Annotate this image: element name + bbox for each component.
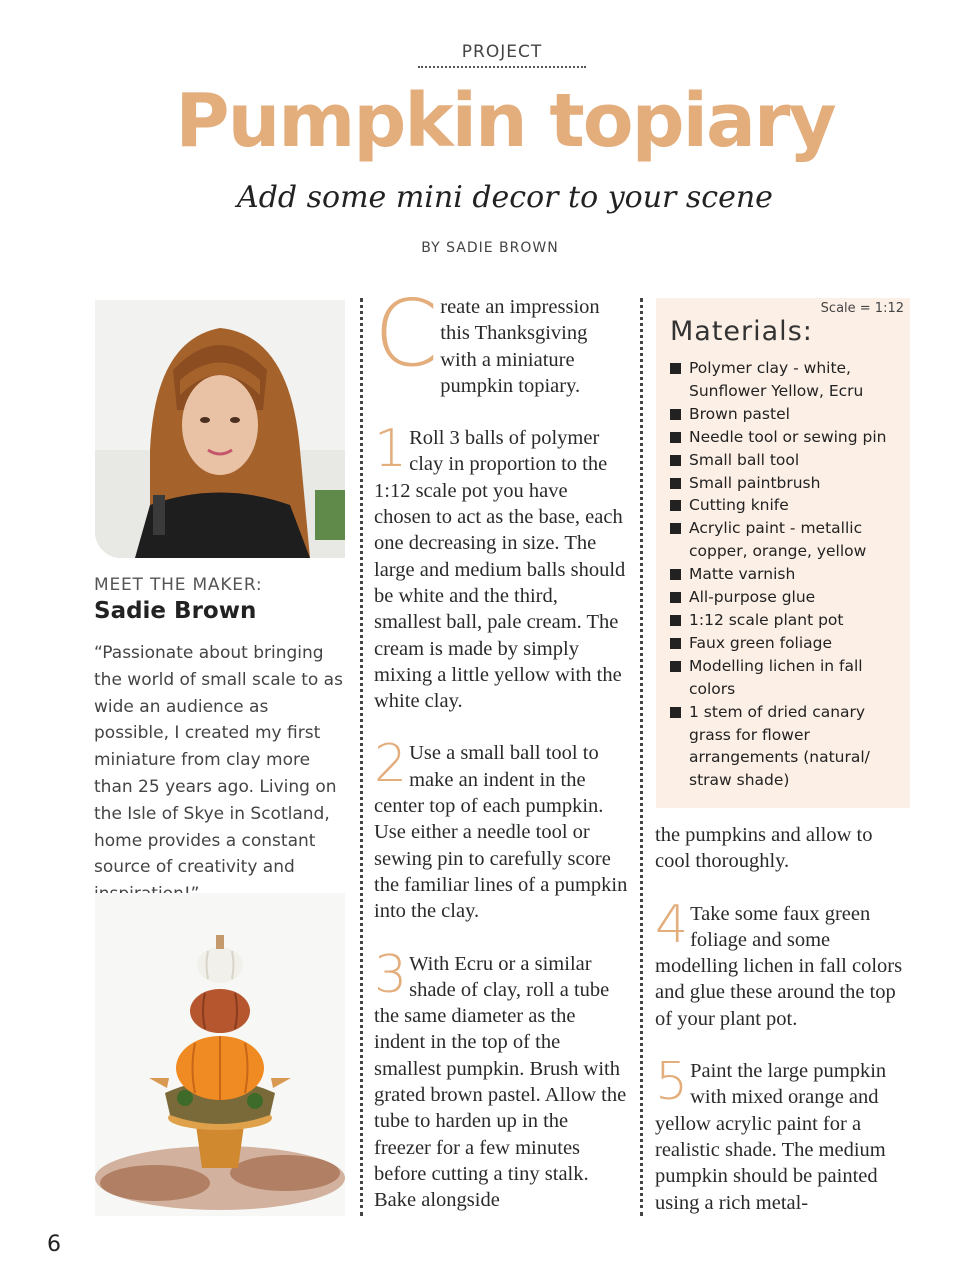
step-text: Paint the large pumpkin with mixed orange and yellow acrylic paint for a realistic shade. The medium pumpkin should be painted using a rich metal- — [655, 1060, 887, 1214]
square-bullet-icon — [670, 592, 681, 603]
intro-text: reate an impression this Thanksgiving with a miniature pumpkin topiary. — [440, 296, 600, 397]
materials-title: Materials: — [670, 316, 813, 347]
square-bullet-icon — [670, 638, 681, 649]
scale-note: Scale = 1:12 — [820, 301, 904, 316]
section-divider — [418, 66, 586, 68]
section-label: PROJECT — [461, 42, 543, 62]
square-bullet-icon — [670, 455, 681, 466]
square-bullet-icon — [670, 707, 681, 718]
step-2 — [374, 734, 628, 924]
square-bullet-icon — [670, 363, 681, 374]
maker-name: Sadie Brown — [94, 598, 257, 624]
square-bullet-icon — [670, 569, 681, 580]
column-divider — [640, 298, 643, 1216]
step-5 — [655, 1052, 911, 1216]
step-3-continued: the pumpkins and allow to cool thoroughly. — [655, 824, 873, 873]
step-number: 1 — [374, 419, 408, 480]
materials-item: Modelling lichen in fall colors — [670, 655, 906, 701]
intro-paragraph — [374, 280, 628, 399]
materials-item: All-purpose glue — [670, 586, 906, 609]
materials-item: Cutting knife — [670, 494, 906, 517]
square-bullet-icon — [670, 523, 681, 534]
column-divider — [360, 298, 363, 1216]
step-text: With Ecru or a similar shade of clay, roll a tube the same diameter as the indent in the top of the smallest pumpkin. Brush with grated brown pastel. Allow the tube to harden up in the freezer for a few minutes before cutting a tiny stalk. Bake alongside — [374, 952, 627, 1212]
maker-portrait-photo — [95, 300, 345, 558]
materials-list — [670, 357, 906, 792]
square-bullet-icon — [670, 409, 681, 420]
page-number: 6 — [47, 1232, 61, 1257]
materials-item: 1 stem of dried canary grass for flower arrangements (natural/ straw shade) — [670, 701, 906, 793]
step-text: Use a small ball tool to make an indent in the center top of each pumpkin. Use either a needle tool or sewing pin to carefully score the familiar lines of a pumpkin into the clay. — [374, 742, 628, 923]
step-text: Take some faux green foliage and some modelling lichen in fall colors and glue these around the top of your plant pot. — [655, 902, 903, 1030]
square-bullet-icon — [670, 500, 681, 511]
maker-quote: “Passionate about bringing the world of small scale to as wide an audience as possible, I created my first miniature from clay more than 25 years ago. Living on the Isle of Skye in Scotland, home provides a constant source of creativity and — [94, 643, 343, 878]
intro-dropcap: C — [374, 280, 439, 387]
materials-item: Acrylic paint - metallic copper, orange, yellow — [670, 517, 906, 563]
step-number: 3 — [374, 944, 408, 1005]
article-column-middle — [374, 280, 628, 1240]
materials-item: Brown pastel — [670, 403, 906, 426]
step-number: 5 — [655, 1052, 689, 1113]
page-title: Pumpkin topiary — [175, 78, 835, 164]
maker-kicker: MEET THE MAKER: — [94, 575, 263, 595]
step-4 — [655, 894, 911, 1032]
step-text: Roll 3 balls of polymer clay in proportion to the 1:12 scale pot you have chosen to act as the base, each one decreasing in size. The large and medium balls should be white and the third, smallest ball, pale cream. The cream is made by simply mixing a little yellow with the white clay. — [374, 427, 626, 713]
square-bullet-icon — [670, 478, 681, 489]
byline: BY SADIE BROWN — [421, 240, 559, 256]
materials-item: Polymer clay - white, Sunflower Yellow, Ecru — [670, 357, 906, 403]
article-column-right — [655, 822, 911, 1242]
materials-item: Matte varnish — [670, 563, 906, 586]
square-bullet-icon — [670, 432, 681, 443]
page-subtitle: Add some mini decor to your scene — [237, 180, 773, 215]
materials-item: Needle tool or sewing pin — [670, 426, 906, 449]
pumpkin-topiary-photo — [95, 893, 345, 1216]
step-number: 4 — [655, 894, 689, 955]
step-1 — [374, 419, 628, 714]
step-3 — [374, 944, 628, 1214]
materials-item: Small paintbrush — [670, 472, 906, 495]
materials-item: Small ball tool — [670, 449, 906, 472]
materials-item: Faux green foliage — [670, 632, 906, 655]
square-bullet-icon — [670, 661, 681, 672]
square-bullet-icon — [670, 615, 681, 626]
materials-box — [656, 298, 910, 808]
materials-item: 1:12 scale plant pot — [670, 609, 906, 632]
step-number: 2 — [374, 734, 408, 795]
